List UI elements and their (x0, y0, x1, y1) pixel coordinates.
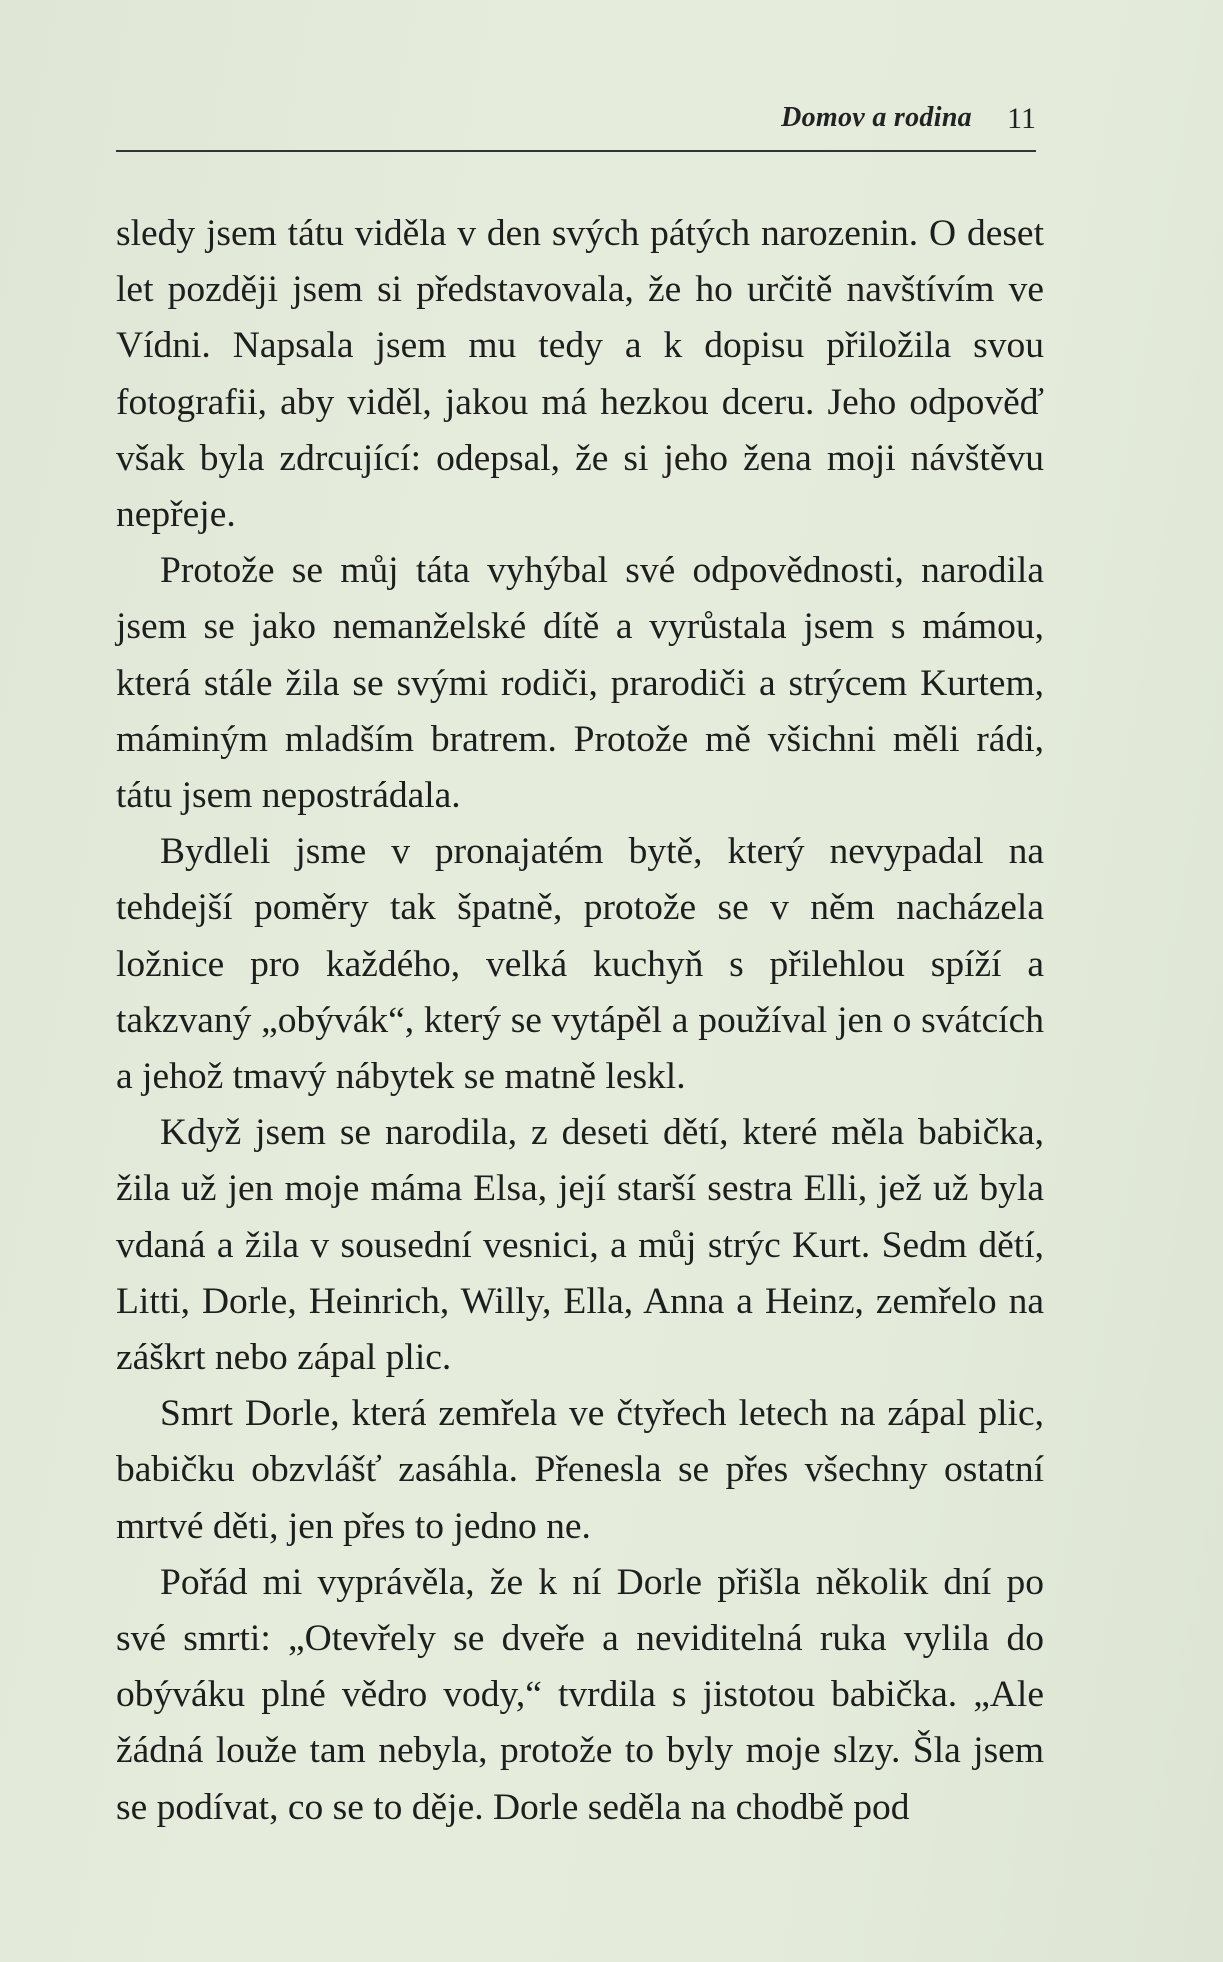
paragraph: Bydleli jsme v pronajatém bytě, který nevypadal na tehdejší poměry tak špatně, protože se v něm nacházela ložnice pro každého, velká kuchyň s přilehlou spíží a takzvaný „obývák“, který se vytápěl a používal jen o svátcích a jehož tmavý nábytek se matně leskl. (116, 831, 1044, 1098)
paragraph: Smrt Dorle, která zemřela ve čtyřech letech na zápal plic, babičku obzvlášť zasáhla. Přenesla se přes všechny ostatní mrtvé děti, jen přes to jedno ne. (116, 1393, 1044, 1547)
paragraph: Protože se můj táta vyhýbal své odpovědnosti, narodila jsem se jako nemanželské dítě a vyrůstala jsem s mámou, která stále žila se svými rodiči, prarodiči a strýcem Kurtem, máminým mladším bratrem. Protože mě všichni měli rádi, tátu jsem nepostrádala. (116, 550, 1044, 817)
body-text (116, 206, 1044, 1836)
paragraph: sledy jsem tátu viděla v den svých pátých narozenin. O deset let později jsem si představovala, že ho určitě navštívím ve Vídni. Napsala jsem mu tedy a k dopisu přiložila svou fotografii, aby viděl, jakou má hezkou dceru. Jeho odpověď však byla zdrcující: odepsal, že si jeho žena moji návštěvu nepřeje. (116, 213, 1044, 536)
running-header (116, 98, 1036, 142)
chapter-title: Domov a rodina (781, 102, 972, 133)
header-rule (116, 150, 1036, 152)
page-number: 11 (1007, 102, 1036, 135)
paragraph: Když jsem se narodila, z deseti dětí, které měla babička, žila už jen moje máma Elsa, její starší sestra Elli, jež už byla vdaná a žila v sousední vesnici, a můj strýc Kurt. Sedm dětí, Litti, Dorle, Heinrich, Willy, Ella, Anna a Heinz, zemřelo na záškrt nebo zápal plic. (116, 1112, 1044, 1379)
paragraph: Pořád mi vyprávěla, že k ní Dorle přišla několik dní po své smrti: „Otevřely se dveře a neviditelná ruka vylila do obýváku plné vědro vody,“ tvrdila s jistotou babička. „Ale žádná louže tam nebyla, protože to byly moje slzy. Šla jsem se podívat, co se to děje. Dorle seděla na chodbě pod (116, 1561, 1044, 1828)
